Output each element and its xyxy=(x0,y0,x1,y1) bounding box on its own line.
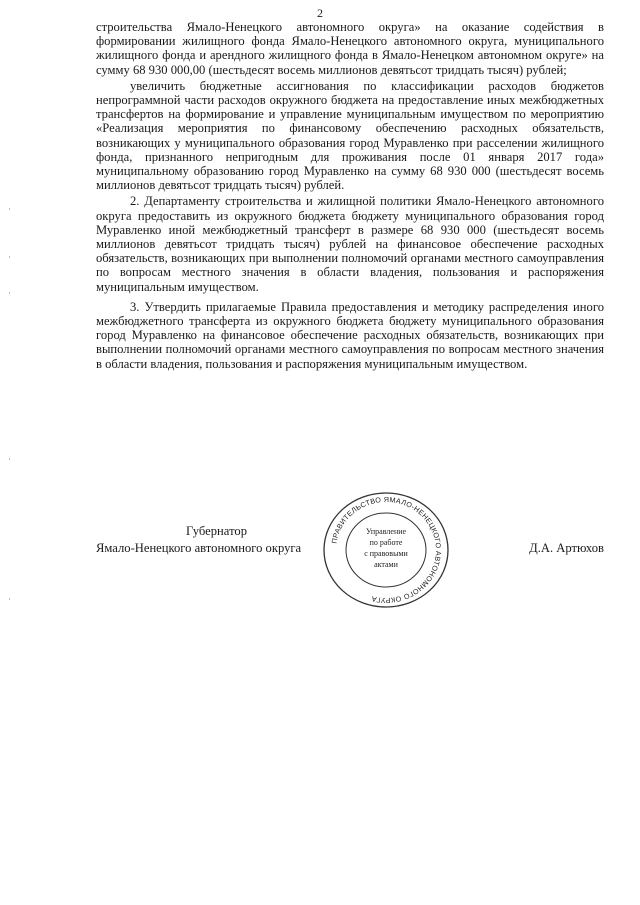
stamp-center-line-1: Управление xyxy=(365,527,407,536)
paragraph-increase-allocations: увеличить бюджетные ассигнования по классификации расходов бюджетов непрограммной части расходов окружного бюджета на предоставление иных межбюджетных трансфертов на формирование и управление муниципальным имуществом по мероприятию «Реализация мероприятия по финансовому обеспечению расходных обязательств, возникающих у муниципального образования город Муравленко при расселении жилищного фонда, признанного непригодным для проживания после 01 января 2017 года» муниципальному образованию город Муравленко на сумму 68 930 000 (шестьдесят восемь миллионов девятьсот тридцать тысяч) рублей. xyxy=(96,78,604,193)
signer-name: Д.А. Артюхов xyxy=(529,541,604,555)
paragraph-item-2: 2. Департаменту строительства и жилищной политики Ямало-Ненецкого автономного округа предоставить из окружного бюджета бюджету муниципального образования город Муравленко иной межбюджетный трансферт в размере 68 930 000 (шестьдесят восемь миллионов девятьсот тридцать тысяч) рублей на финансовое обеспечение расходных обязательств, возникающих при выполнении полномочий органами местного самоуправления по вопросам местного значения в области владения, пользования и распоряжения муниципальным имуществом. xyxy=(96,194,604,294)
page-number: 2 xyxy=(317,6,323,20)
stamp-center-line-3: с правовыми xyxy=(364,549,408,558)
document-body xyxy=(96,20,604,373)
paragraph-item-3: 3. Утвердить прилагаемые Правила предоставления и методику распределения иного межбюджетного трансферта из окружного бюджета бюджету муниципального образования город Муравленко на финансовое обеспечение расходных обязательств, возникающих при выполнении полномочий органами местного самоуправления по вопросам местного значения в области владения, пользования и распоряжения муниципальным имуществом. xyxy=(96,299,604,371)
stamp-center-line-2: по работе xyxy=(369,538,403,547)
signer-title-line2: Ямало-Ненецкого автономного округа xyxy=(96,541,302,555)
margin-speckle xyxy=(8,0,12,905)
stamp-ring-text: ПРАВИТЕЛЬСТВО ЯМАЛО-НЕНЕЦКОГО АВТОНОМНОГО ОКРУГА xyxy=(329,494,444,606)
signer-title-line1: Губернатор xyxy=(186,524,247,538)
official-stamp xyxy=(320,490,452,610)
paragraph-continuation: строительства Ямало-Ненецкого автономного округа» на оказание содействия в формировании жилищного фонда Ямало-Ненецкого автономного округа, муниципального жилищного фонда и арендного жилищного фонда в Ямало-Ненецком автономном округе» на сумму 68 930 000,00 (шестьдесят восемь миллионов девятьсот тридцать тысяч) рублей; xyxy=(96,20,604,77)
stamp-center-line-4: актами xyxy=(374,560,398,569)
